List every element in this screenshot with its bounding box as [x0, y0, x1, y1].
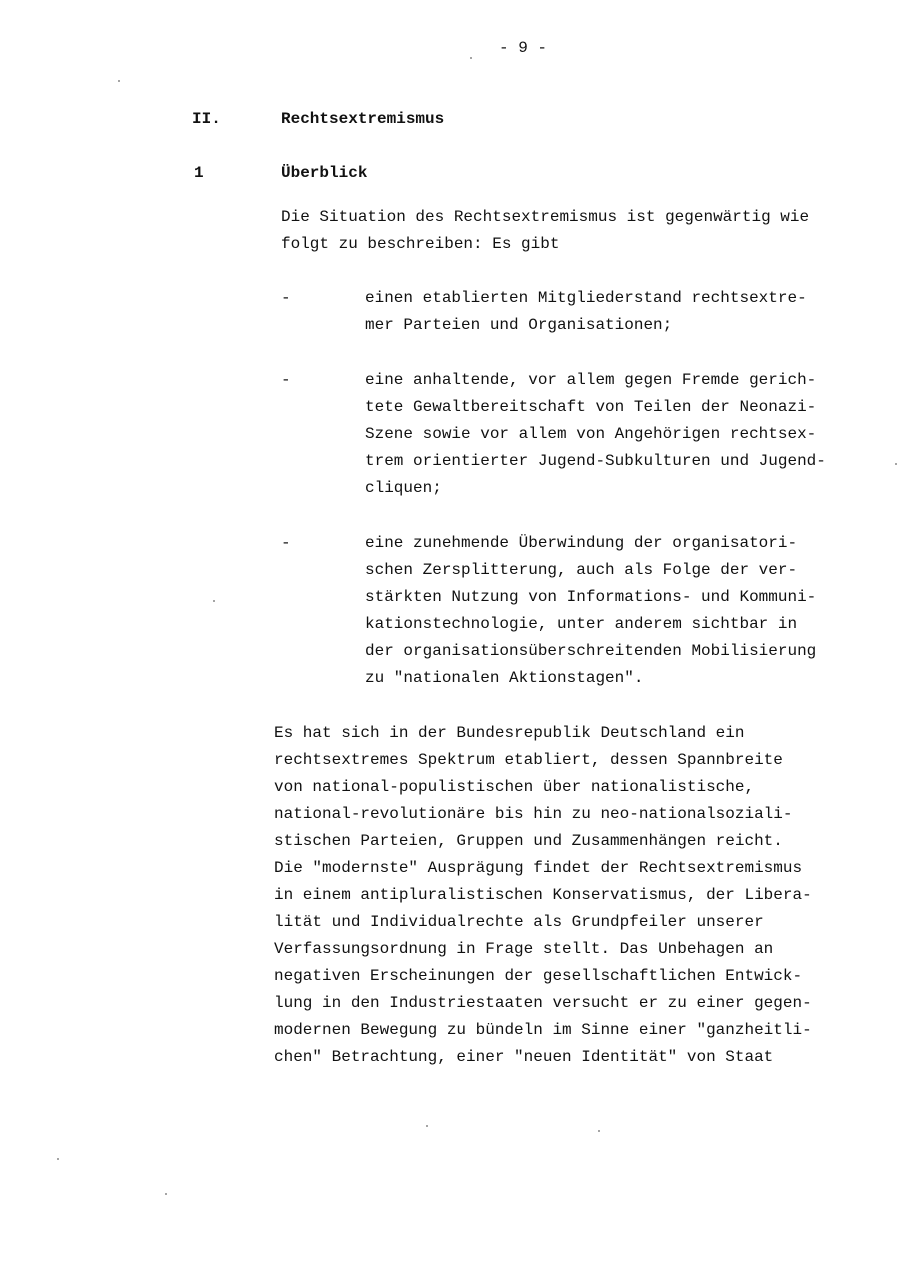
text-line: lität und Individualrechte als Grundpfeiler unserer: [274, 913, 764, 931]
text-line: von national-populistischen über nationalistische,: [274, 778, 755, 796]
text-line: Es hat sich in der Bundesrepublik Deutschland ein: [274, 724, 745, 742]
text-line: eine anhaltende, vor allem gegen Fremde gerich-: [365, 371, 817, 389]
scan-speck: [213, 600, 215, 602]
text-line: der organisationsüberschreitenden Mobilisierung: [365, 642, 817, 660]
text-line: trem orientierter Jugend-Subkulturen und Jugend-: [365, 452, 826, 470]
text-line: rechtsextremes Spektrum etabliert, dessen Spannbreite: [274, 751, 783, 769]
text-line: kationstechnologie, unter anderem sichtbar in: [365, 615, 798, 633]
scan-speck: [598, 1130, 600, 1132]
text-line: tete Gewaltbereitschaft von Teilen der Neonazi-: [365, 398, 817, 416]
text-line: Szene sowie vor allem von Angehörigen rechtsex-: [365, 425, 817, 443]
text-line: eine zunehmende Überwindung der organisatori-: [365, 534, 798, 552]
scan-speck: [895, 463, 897, 465]
text-line: schen Zersplitterung, auch als Folge der ver-: [365, 561, 798, 579]
page-number: - 9 -: [499, 39, 548, 57]
text-line: folgt zu beschreiben: Es gibt: [281, 235, 560, 253]
scan-speck: [426, 1125, 428, 1127]
scan-speck: [470, 57, 472, 59]
subsection-title: Überblick: [281, 164, 368, 182]
text-line: lung in den Industriestaaten versucht er zu einer gegen-: [274, 994, 812, 1012]
text-line: negativen Erscheinungen der gesellschaftlichen Entwick-: [274, 967, 803, 985]
section-number: II.: [192, 110, 221, 128]
text-line: stärkten Nutzung von Informations- und Kommuni-: [365, 588, 817, 606]
text-line: stischen Parteien, Gruppen und Zusammenhängen reicht.: [274, 832, 783, 850]
text-line: cliquen;: [365, 479, 442, 497]
text-line: mer Parteien und Organisationen;: [365, 316, 673, 334]
bullet-marker: -: [281, 534, 291, 552]
subsection-number: 1: [194, 164, 204, 182]
text-line: Die "modernste" Ausprägung findet der Rechtsextremismus: [274, 859, 803, 877]
text-line: einen etablierten Mitgliederstand rechtsextre-: [365, 289, 807, 307]
section-title: Rechtsextremismus: [281, 110, 445, 128]
bullet-marker: -: [281, 371, 291, 389]
text-line: national-revolutionäre bis hin zu neo-nationalsoziali-: [274, 805, 793, 823]
scan-speck: [165, 1193, 167, 1195]
scan-speck: [118, 80, 120, 82]
scan-speck: [57, 1158, 59, 1160]
text-line: Die Situation des Rechtsextremismus ist gegenwärtig wie: [281, 208, 810, 226]
text-line: modernen Bewegung zu bündeln im Sinne einer "ganzheitli-: [274, 1021, 812, 1039]
text-line: zu "nationalen Aktionstagen".: [365, 669, 644, 687]
bullet-marker: -: [281, 289, 291, 307]
text-line: in einem antipluralistischen Konservatismus, der Libera-: [274, 886, 812, 904]
text-line: Verfassungsordnung in Frage stellt. Das Unbehagen an: [274, 940, 774, 958]
text-line: chen" Betrachtung, einer "neuen Identität" von Staat: [274, 1048, 774, 1066]
